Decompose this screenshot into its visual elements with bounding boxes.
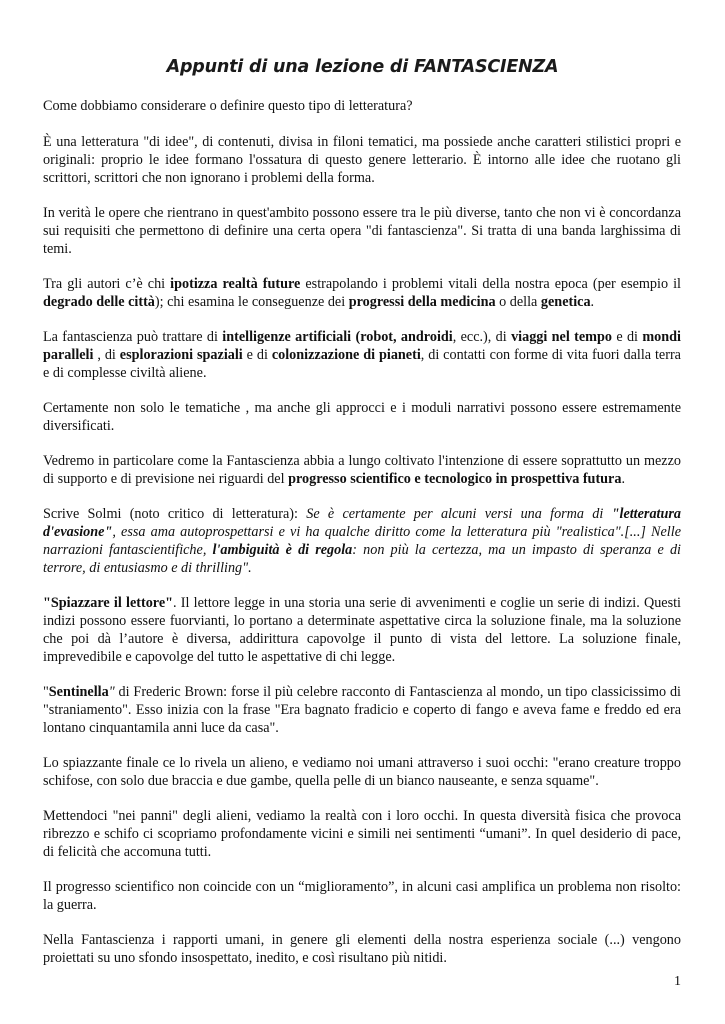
- paragraph-3: [43, 204, 681, 258]
- bold-text: mondi paralleli: [43, 329, 681, 363]
- text: .: [621, 471, 625, 487]
- text: Scrive Solmi (noto critico di letteratura):: [43, 506, 307, 522]
- paragraph-7: [43, 452, 681, 488]
- paragraph-6: [43, 399, 681, 435]
- text: . Il lettore legge in una storia una serie di avvenimenti e coglie un serie di indizi. Questi indizi possono essere fuorvianti, lo portano a determinate aspettative circa la soluzione finale, ma la soluzione che poi dà l’autore è diversa, addirittura capovolge il punto di vista del lettore. La soluzione finale, imprevedibile e capovolge del tutto le aspettative di chi legge.: [43, 595, 681, 665]
- italic-text: Se è certamente per alcuni versi una forma di: [306, 506, 612, 522]
- paragraph-14: [43, 931, 681, 967]
- paragraph-9: [43, 594, 681, 666]
- paragraph-8: [43, 505, 681, 577]
- bold-text: progressi della medicina: [348, 294, 496, 310]
- document-body: [43, 97, 681, 984]
- paragraph-10: [43, 683, 681, 737]
- text: estrapolando i problemi vitali della nostra epoca (per esempio il: [300, 276, 681, 292]
- text: Lo spiazzante finale ce lo rivela un alieno, e vediamo noi umani attraverso i suoi occhi: "erano creature troppo schifose, con solo due braccia e due gambe, quella pelle di un bianco nauseante, e senza squame".: [43, 755, 681, 789]
- italic-text: : non più la certezza, ma un impasto di speranza e di terrore, di entusiasmo e di thrilling".: [43, 542, 681, 576]
- text: In verità le opere che rientrano in quest'ambito possono essere tra le più diverse, tanto che non vi è concordanza sui requisiti che permettono di definire una certa opera "di fantascienza". Si tratta di una banda larghissima di temi.: [43, 205, 681, 257]
- text: ": [43, 684, 49, 700]
- text: Come dobbiamo considerare o definire questo tipo di letteratura?: [43, 98, 413, 114]
- paragraph-2: [43, 133, 681, 187]
- paragraph-12: [43, 807, 681, 861]
- text: Tra gli autori c’è chi: [43, 276, 171, 292]
- text: Il progresso scientifico non coincide con un “miglioramento”, in alcuni casi amplifica un problema non risolto: la guerra.: [43, 879, 681, 913]
- italic-text: ": [108, 684, 115, 700]
- text: Vedremo in particolare come la Fantascienza abbia a lungo coltivato l'intenzione di essere soprattutto un mezzo di supporto e di previsione nei riguardi del: [43, 453, 681, 487]
- paragraph-1: [43, 97, 681, 115]
- bold-text: viaggi nel tempo: [511, 329, 612, 345]
- bold-italic-text: "letteratura d'evasione": [43, 506, 681, 540]
- italic-text: , essa ama autoprospettarsi e vi ha qualche diritto come la letteratura più "realistica".[...] Nelle narrazioni fantascientifiche,: [43, 524, 681, 558]
- document-title: Appunti di una lezione di FANTASCIENZA: [166, 57, 559, 77]
- text: , ecc.), di: [452, 329, 512, 345]
- text: di Frederic Brown: forse il più celebre racconto di Fantascienza al mondo, un tipo classicissimo di "straniamento". Esso inizia con la frase "Era bagnato fradicio e coperto di fango e aveva fame e freddo ed era lontano cinquantamila anni luce da casa".: [43, 684, 681, 736]
- text: ); chi esamina le conseguenze dei: [154, 294, 349, 310]
- bold-text: genetica: [540, 294, 591, 310]
- page-number: 1: [674, 974, 681, 989]
- text: , di: [93, 347, 120, 363]
- text: e di: [611, 329, 643, 345]
- text: Mettendoci "nei panni" degli alieni, vediamo la realtà con i loro occhi. In questa diversità fisica che provoca ribrezzo e schifo ci scopriamo profondamente vicini e simili nei sentimenti “umani”. In quel desiderio di pace, di felicità che accomuna tutti.: [43, 808, 681, 860]
- text: Nella Fantascienza i rapporti umani, in genere gli elementi della nostra esperienza sociale (...) vengono proiettati su uno sfondo insospettato, inedito, e così risultano più nitidi.: [43, 932, 681, 966]
- bold-text: intelligenze artificiali (robot, androidi: [222, 329, 453, 345]
- text: o della: [495, 294, 541, 310]
- bold-text: ipotizza realtà future: [170, 276, 301, 292]
- paragraph-4: [43, 275, 681, 311]
- bold-text: colonizzazione di pianeti: [271, 347, 421, 363]
- bold-text: Sentinella: [48, 684, 109, 700]
- bold-italic-text: l'ambiguità è di regola: [212, 542, 353, 558]
- bold-text: degrado delle città: [43, 294, 155, 310]
- text: e di: [242, 347, 272, 363]
- bold-text: progresso scientifico e tecnologico in prospettiva futura: [288, 471, 622, 487]
- text: Certamente non solo le tematiche , ma anche gli approcci e i moduli narrativi possono essere estremamente diversificati.: [43, 400, 681, 434]
- paragraph-11: [43, 754, 681, 790]
- text: È una letteratura "di idee", di contenuti, divisa in filoni tematici, ma possiede anche caratteri stilistici propri e originali: proprio le idee formano l'ossatura di questo genere letterario. È intorno alle idee che ruotano gli scrittori, scrittori che non ignorano i problemi della forma.: [43, 134, 681, 186]
- text: , di contatti con forme di vita fuori dalla terra e di complesse civiltà aliene.: [43, 347, 681, 381]
- paragraph-13: [43, 878, 681, 914]
- bold-text: "Spiazzare il lettore": [43, 595, 174, 611]
- bold-text: esplorazioni spaziali: [119, 347, 243, 363]
- text: La fantascienza può trattare di: [43, 329, 223, 345]
- paragraph-5: [43, 328, 681, 382]
- text: .: [590, 294, 595, 310]
